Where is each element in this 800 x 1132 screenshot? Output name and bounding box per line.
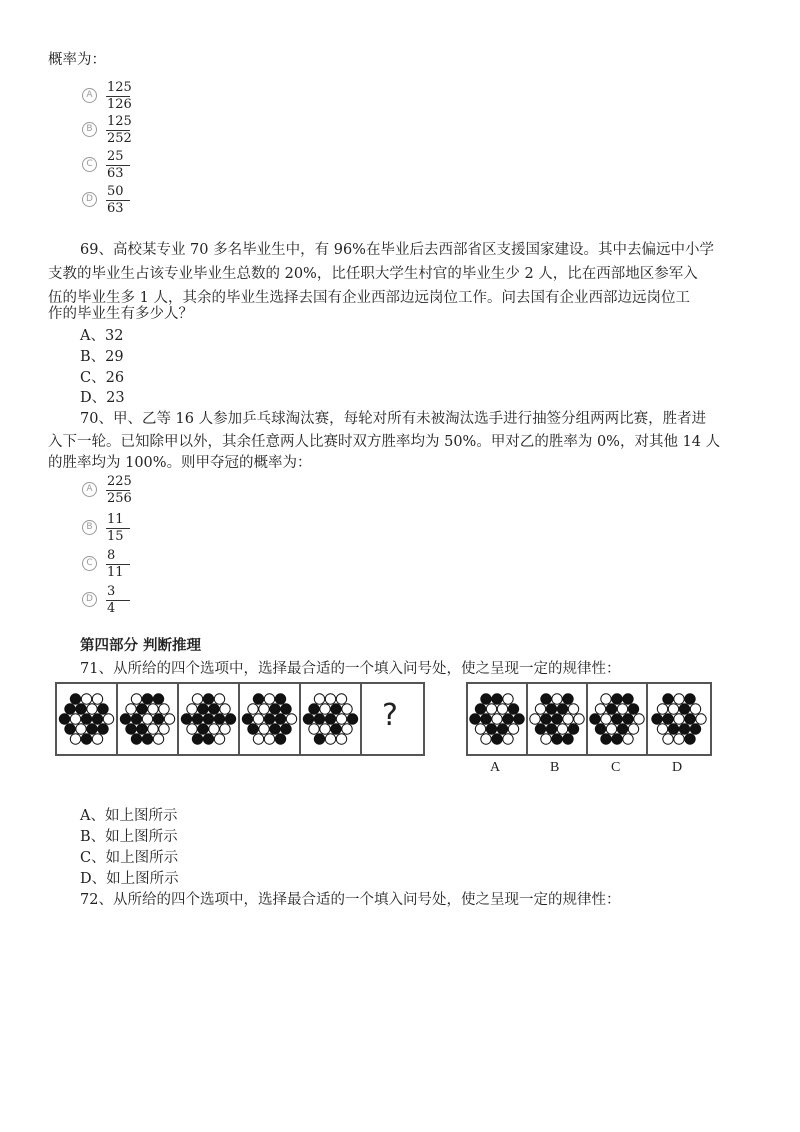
prev-option-b[interactable] <box>82 114 202 150</box>
white-circle <box>187 704 197 714</box>
black-circle <box>492 734 502 744</box>
black-circle <box>535 724 545 734</box>
black-circle <box>541 694 551 704</box>
q71-option-b[interactable]: B、如上图所示 <box>80 829 178 845</box>
sequence-figure-2 <box>118 684 179 754</box>
black-circle <box>612 714 622 724</box>
white-circle <box>103 714 113 724</box>
white-circle <box>87 704 97 714</box>
black-circle <box>668 724 678 734</box>
white-circle <box>70 714 80 724</box>
black-circle <box>153 694 163 704</box>
black-circle <box>192 734 202 744</box>
black-circle <box>275 734 285 744</box>
white-circle <box>320 704 330 714</box>
option-c-circle-icon: C <box>82 157 97 172</box>
black-circle <box>65 724 75 734</box>
black-circle <box>470 714 480 724</box>
prev-question-tail: 概率为： <box>48 52 106 68</box>
white-circle <box>325 694 335 704</box>
white-circle <box>92 694 102 704</box>
black-circle <box>203 694 213 704</box>
white-circle <box>601 694 611 704</box>
black-circle <box>508 704 518 714</box>
white-circle <box>187 724 197 734</box>
black-circle <box>242 714 252 724</box>
q69-option-a[interactable]: A、32 <box>80 328 124 344</box>
white-circle <box>148 704 158 714</box>
white-circle <box>601 714 611 724</box>
q71-options-panel <box>466 682 712 756</box>
white-circle <box>628 724 638 734</box>
fraction: 225 256 <box>107 474 132 506</box>
white-circle <box>220 704 230 714</box>
white-circle <box>690 704 700 714</box>
black-circle <box>253 694 263 704</box>
answer-figure-c[interactable] <box>588 684 648 754</box>
white-circle <box>674 734 684 744</box>
white-circle <box>492 714 502 724</box>
white-circle <box>220 724 230 734</box>
black-circle <box>475 704 485 714</box>
black-circle <box>497 724 507 734</box>
black-circle <box>198 704 208 714</box>
black-circle <box>303 714 313 724</box>
black-circle <box>685 714 695 724</box>
black-circle <box>331 704 341 714</box>
sequence-figure-4 <box>240 684 301 754</box>
q70-line-2: 入下一轮。已知除甲以外，其余任意两人比赛时双方胜率均为 50%。甲对乙的胜率为 0%，对其他 14 人 <box>48 434 721 450</box>
black-circle <box>652 714 662 724</box>
black-circle <box>225 714 235 724</box>
white-circle <box>674 694 684 704</box>
fraction: 25 63 <box>106 149 136 182</box>
fraction: 11 15 <box>106 512 136 545</box>
black-circle <box>617 724 627 734</box>
black-circle <box>87 724 97 734</box>
black-circle <box>126 724 136 734</box>
black-circle <box>486 724 496 734</box>
white-circle <box>320 724 330 734</box>
white-circle <box>309 724 319 734</box>
black-circle <box>612 734 622 744</box>
white-circle <box>314 694 324 704</box>
black-circle <box>281 704 291 714</box>
fraction: 3 4 <box>106 584 136 617</box>
figure-label-c: C <box>611 760 621 775</box>
black-circle <box>192 714 202 724</box>
black-circle <box>209 704 219 714</box>
white-circle <box>131 694 141 704</box>
figure-label-a: A <box>490 760 501 775</box>
black-circle <box>181 714 191 724</box>
white-circle <box>623 734 633 744</box>
white-circle <box>264 694 274 704</box>
black-circle <box>595 724 605 734</box>
black-circle <box>270 704 280 714</box>
q71-sequence-panel <box>55 682 425 756</box>
black-circle <box>248 724 258 734</box>
black-circle <box>137 704 147 714</box>
black-circle <box>685 734 695 744</box>
black-circle <box>503 714 513 724</box>
q70-option-c[interactable] <box>82 548 202 584</box>
white-circle <box>253 734 263 744</box>
black-circle <box>685 694 695 704</box>
white-circle <box>552 694 562 704</box>
white-circle <box>503 734 513 744</box>
prev-option-c[interactable] <box>82 149 202 185</box>
white-circle <box>192 694 202 704</box>
black-circle <box>606 704 616 714</box>
white-circle <box>486 704 496 714</box>
q71-text: 71、从所给的四个选项中，选择最合适的一个填入问号处，使之呈现一定的规律性： <box>80 661 621 677</box>
black-circle <box>552 714 562 724</box>
black-circle <box>481 714 491 724</box>
option-a-circle-icon: A <box>82 88 97 103</box>
white-circle <box>159 704 169 714</box>
white-circle <box>617 704 627 714</box>
black-circle <box>481 694 491 704</box>
black-circle <box>331 724 341 734</box>
white-circle <box>214 734 224 744</box>
black-circle <box>142 694 152 704</box>
white-circle <box>148 724 158 734</box>
white-circle <box>657 724 667 734</box>
q70-option-b[interactable] <box>82 512 202 548</box>
white-circle <box>497 704 507 714</box>
black-circle <box>679 724 689 734</box>
black-circle <box>546 724 556 734</box>
black-circle <box>690 724 700 734</box>
section-title: 第四部分 判断推理 <box>80 637 202 654</box>
white-circle <box>325 734 335 744</box>
white-circle <box>142 714 152 724</box>
black-circle <box>663 694 673 704</box>
black-circle <box>309 704 319 714</box>
black-circle <box>514 714 524 724</box>
black-circle <box>628 704 638 714</box>
white-circle <box>595 704 605 714</box>
answer-figure-d[interactable] <box>648 684 710 754</box>
q72-text: 72、从所给的四个选项中，选择最合适的一个填入问号处，使之呈现一定的规律性： <box>80 892 621 908</box>
sequence-figure-5 <box>301 684 362 754</box>
black-circle <box>264 714 274 724</box>
white-circle <box>342 704 352 714</box>
q69-option-c[interactable]: C、26 <box>80 370 125 386</box>
black-circle <box>557 704 567 714</box>
black-circle <box>281 724 291 734</box>
white-circle <box>70 734 80 744</box>
option-a-circle-icon: A <box>82 482 97 497</box>
white-circle <box>259 724 269 734</box>
black-circle <box>601 734 611 744</box>
black-circle <box>65 704 75 714</box>
black-circle <box>623 694 633 704</box>
white-circle <box>674 714 684 724</box>
white-circle <box>606 724 616 734</box>
black-circle <box>98 704 108 714</box>
black-circle <box>563 694 573 704</box>
question-mark: ? <box>382 698 398 733</box>
white-circle <box>126 704 136 714</box>
fraction: 8 11 <box>106 548 136 581</box>
option-b-circle-icon: B <box>82 122 97 137</box>
black-circle <box>214 714 224 724</box>
white-circle <box>557 724 567 734</box>
white-circle <box>264 734 274 744</box>
black-circle <box>153 714 163 724</box>
q69-line-1: 69、高校某专业 70 多名毕业生中，有 96%在毕业后去西部省区支援国家建设。其中去偏远中小学 <box>80 242 714 258</box>
q70-line-3: 的胜率均为 100%。则甲夺冠的概率为： <box>48 455 312 471</box>
sequence-figure-1 <box>57 684 118 754</box>
white-circle <box>475 724 485 734</box>
white-circle <box>696 714 706 724</box>
black-circle <box>541 714 551 724</box>
q69-option-b[interactable]: B、29 <box>80 349 124 365</box>
white-circle <box>286 714 296 724</box>
question-mark-cell <box>362 684 423 754</box>
white-circle <box>342 724 352 734</box>
q69-line-2: 支教的毕业生占该专业毕业生总数的 20%，比任职大学生村官的毕业生少 2 人，比在西部地区参军入 <box>48 266 698 282</box>
figure-label-d: D <box>672 760 683 775</box>
black-circle <box>590 714 600 724</box>
black-circle <box>76 704 86 714</box>
q70-line-1: 70、甲、乙等 16 人参加乒乓球淘汰赛，每轮对所有未被淘汰选手进行抽签分组两两比赛，胜者进 <box>80 411 707 427</box>
black-circle <box>492 694 502 704</box>
q69-line-3: 伍的毕业生多 1 人，其余的毕业生选择去国有企业西部边远岗位工作。问去国有企业西部边远岗位工 <box>48 290 690 306</box>
prev-option-a[interactable] <box>82 80 202 116</box>
white-circle <box>248 704 258 714</box>
sequence-figure-3 <box>179 684 240 754</box>
white-circle <box>92 734 102 744</box>
white-circle <box>336 734 346 744</box>
white-circle <box>503 694 513 704</box>
white-circle <box>253 714 263 724</box>
answer-figure-b[interactable] <box>528 684 588 754</box>
black-circle <box>203 714 213 724</box>
white-circle <box>668 704 678 714</box>
q70-option-d[interactable] <box>82 584 202 620</box>
white-circle <box>214 694 224 704</box>
fraction: 50 63 <box>106 184 136 217</box>
white-circle <box>563 714 573 724</box>
black-circle <box>81 734 91 744</box>
white-circle <box>535 704 545 714</box>
black-circle <box>663 714 673 724</box>
option-d-circle-icon: D <box>82 192 97 207</box>
white-circle <box>574 714 584 724</box>
black-circle <box>98 724 108 734</box>
black-circle <box>612 694 622 704</box>
black-circle <box>81 714 91 724</box>
option-c-circle-icon: C <box>82 556 97 571</box>
black-circle <box>325 714 335 724</box>
white-circle <box>209 724 219 734</box>
answer-figure-a[interactable] <box>468 684 528 754</box>
black-circle <box>59 714 69 724</box>
white-circle <box>336 694 346 704</box>
white-circle <box>530 714 540 724</box>
figure-label-b: B <box>550 760 560 775</box>
black-circle <box>314 734 324 744</box>
black-circle <box>92 714 102 724</box>
prev-option-d[interactable] <box>82 184 202 220</box>
option-d-circle-icon: D <box>82 592 97 607</box>
white-circle <box>259 704 269 714</box>
black-circle <box>120 714 130 724</box>
black-circle <box>275 714 285 724</box>
white-circle <box>657 704 667 714</box>
black-circle <box>198 724 208 734</box>
white-circle <box>336 714 346 724</box>
q70-option-a[interactable] <box>82 474 202 510</box>
black-circle <box>131 734 141 744</box>
white-circle <box>159 724 169 734</box>
black-circle <box>203 734 213 744</box>
white-circle <box>76 724 86 734</box>
white-circle <box>153 734 163 744</box>
white-circle <box>164 714 174 724</box>
q71-option-a[interactable]: A、如上图所示 <box>80 808 178 824</box>
white-circle <box>81 694 91 704</box>
black-circle <box>275 694 285 704</box>
white-circle <box>508 724 518 734</box>
fraction: 125 252 <box>107 114 132 146</box>
white-circle <box>663 734 673 744</box>
white-circle <box>541 734 551 744</box>
q71-option-d[interactable]: D、如上图所示 <box>80 871 179 887</box>
black-circle <box>314 714 324 724</box>
black-circle <box>137 724 147 734</box>
q69-option-d[interactable]: D、23 <box>80 390 125 406</box>
black-circle <box>563 734 573 744</box>
white-circle <box>568 704 578 714</box>
black-circle <box>623 714 633 724</box>
q71-option-c[interactable]: C、如上图所示 <box>80 850 179 866</box>
black-circle <box>70 694 80 704</box>
option-b-circle-icon: B <box>82 520 97 535</box>
white-circle <box>634 714 644 724</box>
black-circle <box>131 714 141 724</box>
black-circle <box>568 724 578 734</box>
q69-line-4: 作的毕业生有多少人？ <box>48 306 193 322</box>
black-circle <box>679 704 689 714</box>
black-circle <box>546 704 556 714</box>
black-circle <box>270 724 280 734</box>
black-circle <box>552 734 562 744</box>
black-circle <box>142 734 152 744</box>
white-circle <box>481 734 491 744</box>
fraction: 125 126 <box>107 80 132 112</box>
black-circle <box>347 714 357 724</box>
